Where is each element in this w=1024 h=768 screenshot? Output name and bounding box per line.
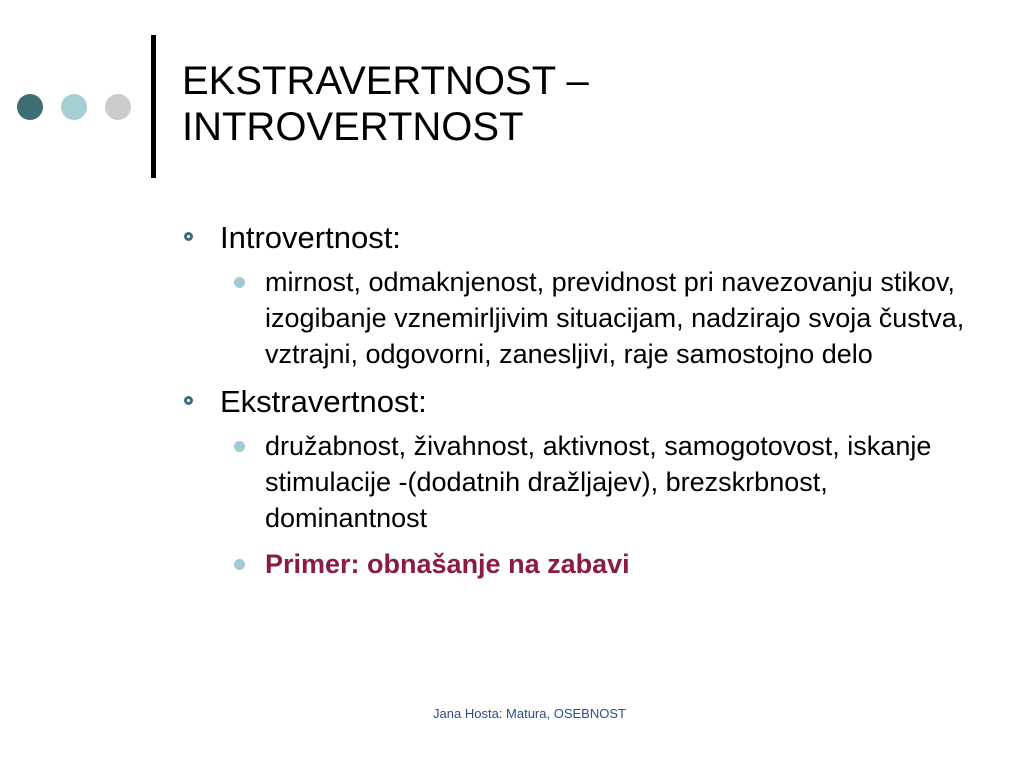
dot-bullet-icon [234, 441, 245, 452]
bullet-introvertnost [182, 218, 972, 258]
sub-bullet-example [227, 546, 972, 582]
ring-bullet-icon [184, 232, 193, 241]
title-divider [151, 35, 156, 178]
sub-bullet-introvert-traits [227, 264, 972, 372]
sub-bullet-text: družabnost, živahnost, aktivnost, samogotovost, iskanje stimulacije -(dodatnih dražljajev), brezskrbnost, dominantnost [265, 431, 932, 533]
title-line-1: EKSTRAVERTNOST – [182, 59, 589, 103]
mid-dot [61, 94, 87, 120]
slide-footer [0, 706, 1024, 722]
dot-bullet-icon [234, 277, 245, 288]
sub-bullet-extravert-traits [227, 428, 972, 536]
slide-body [182, 218, 972, 592]
dark-dot [17, 94, 43, 120]
light-dot [105, 94, 131, 120]
sub-bullet-text: mirnost, odmaknjenost, previdnost pri navezovanju stikov, izogibanje vznemirljivim situacijam, nadzirajo svoja čustva, vztrajni, odgovorni, zanesljivi, raje samostojno delo [265, 267, 965, 369]
example-text: Primer: obnašanje na zabavi [265, 549, 630, 579]
dot-bullet-icon [234, 559, 245, 570]
footer-text: Jana Hosta: Matura, OSEBNOST [433, 706, 626, 721]
title-line-2: INTROVERTNOST [182, 105, 524, 149]
ring-bullet-icon [184, 396, 193, 405]
bullet-label: Ekstravertnost: [220, 384, 427, 419]
bullet-ekstravertnost [182, 382, 972, 422]
slide-title [182, 58, 982, 150]
bullet-label: Introvertnost: [220, 220, 401, 255]
decorative-dots [17, 94, 137, 120]
